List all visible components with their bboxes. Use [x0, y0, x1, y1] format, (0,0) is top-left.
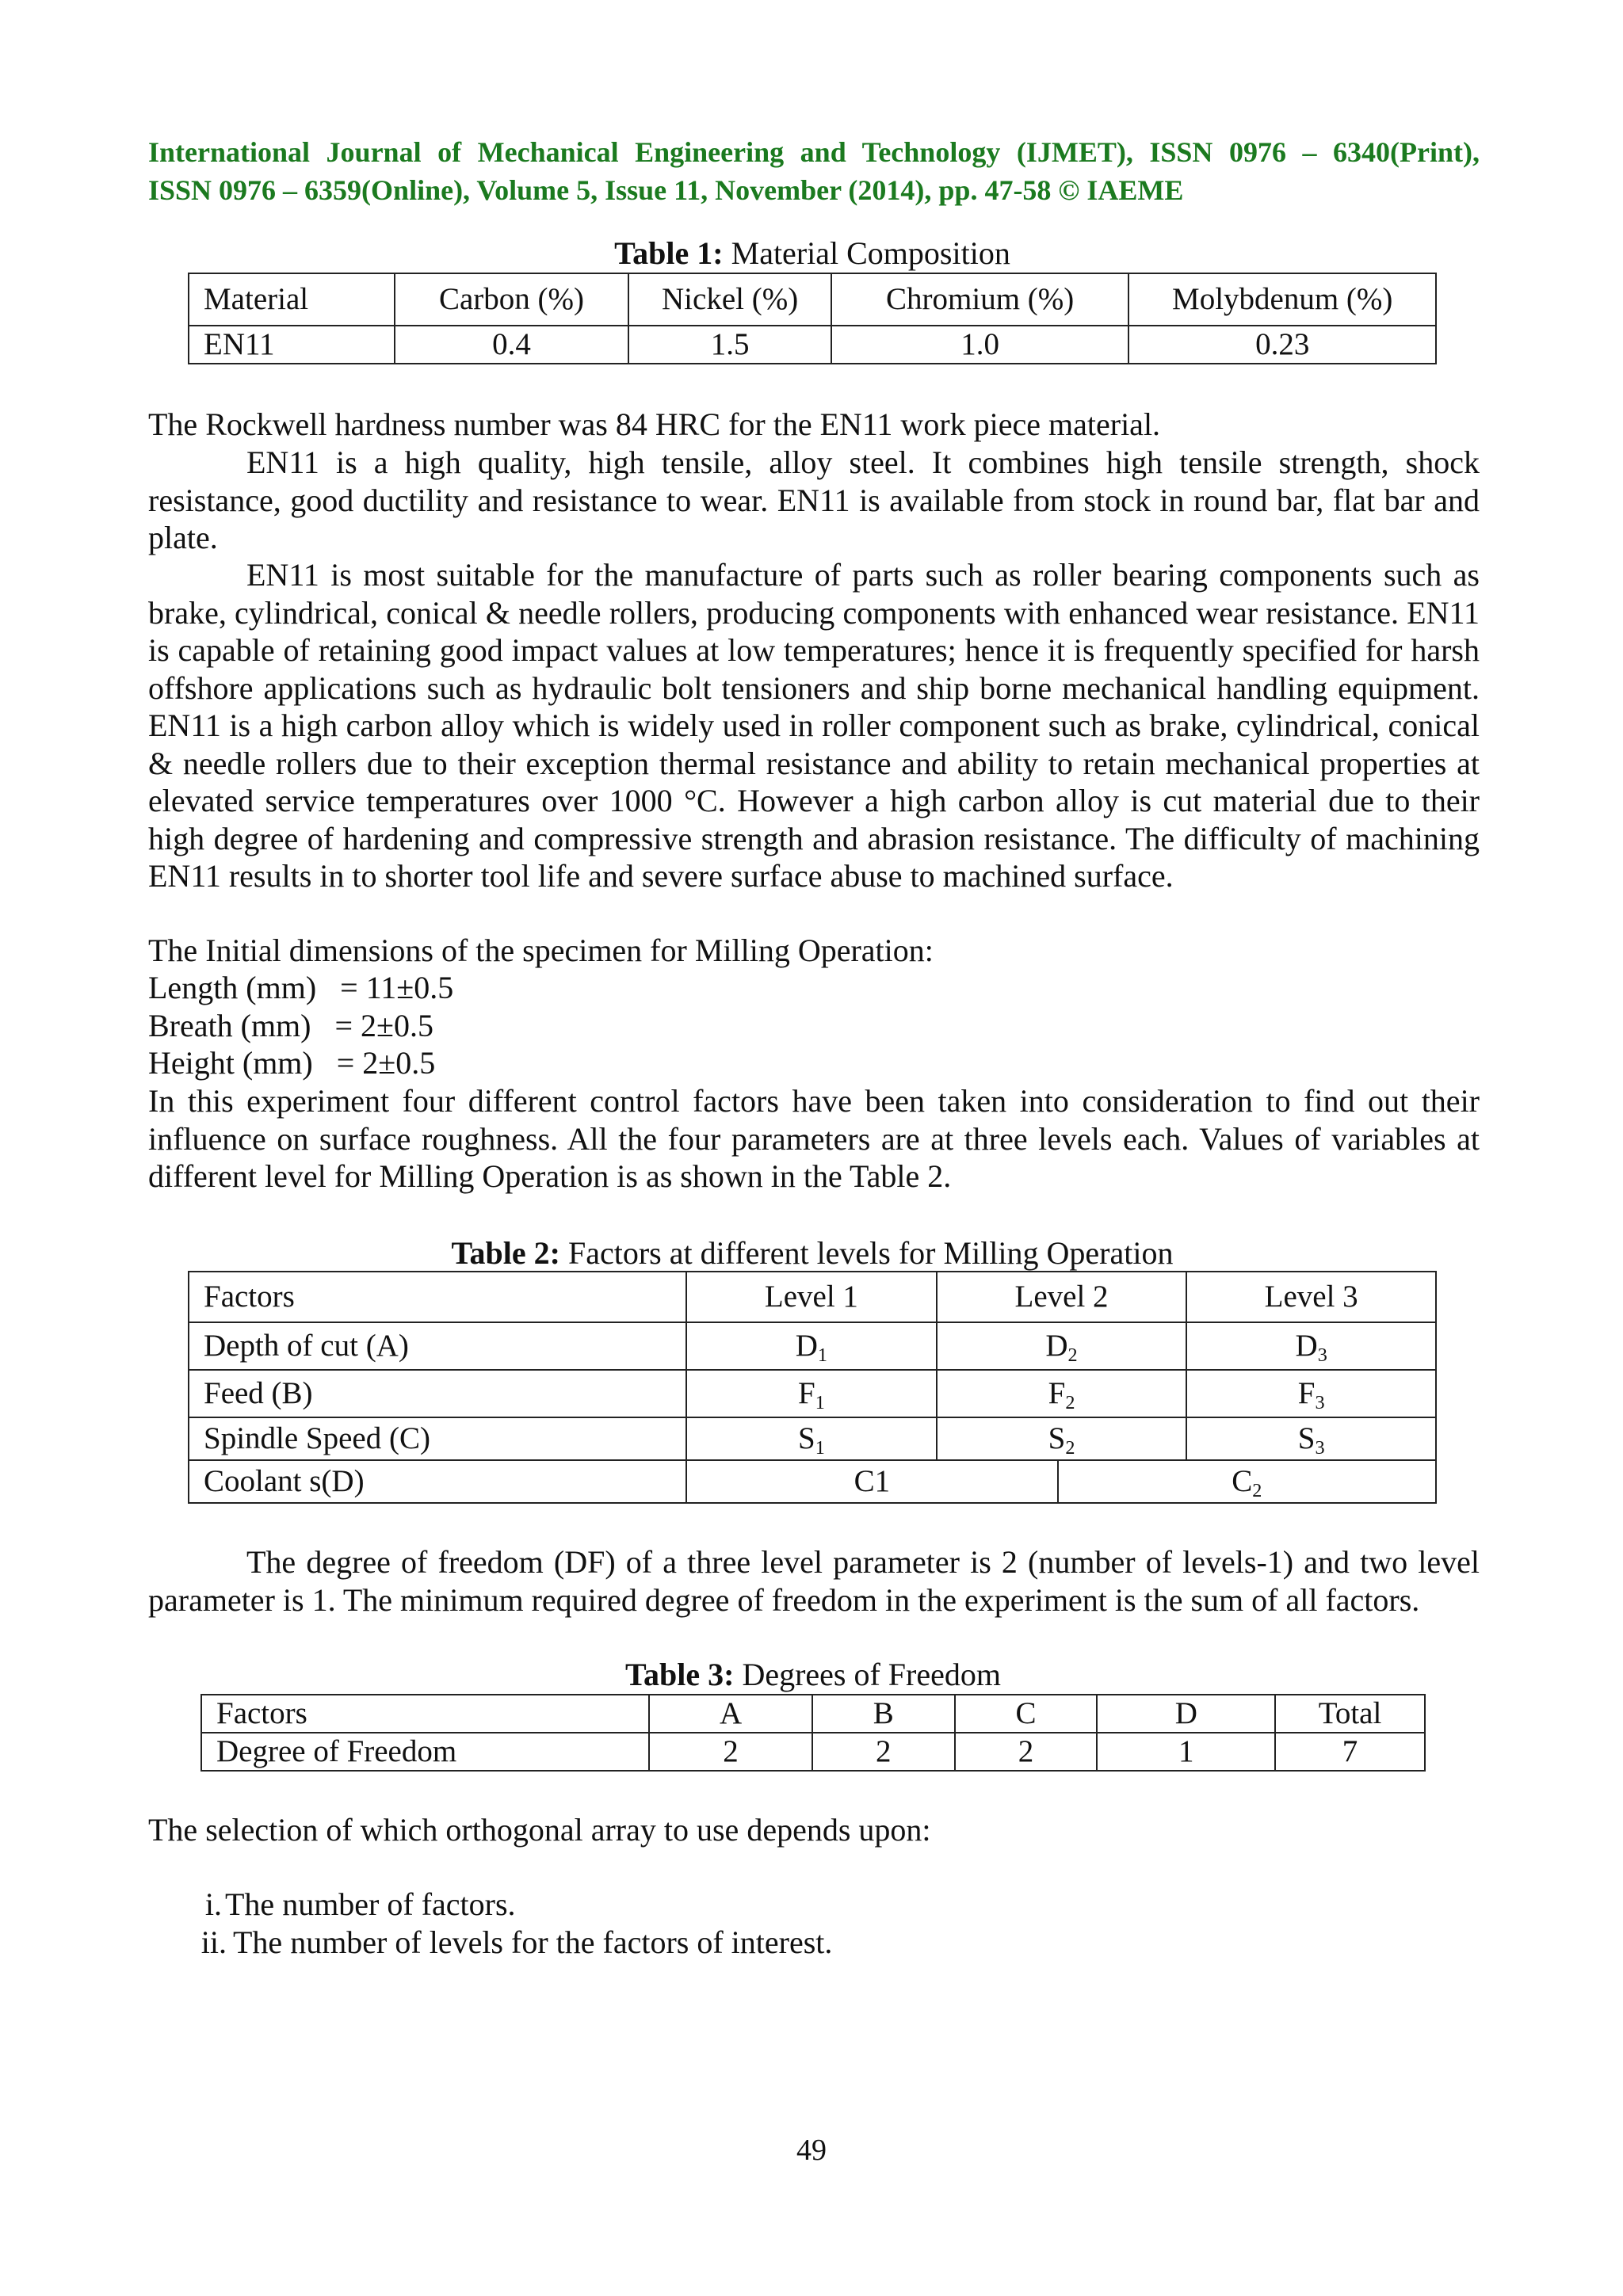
- table2-row-feed: [189, 1370, 1436, 1417]
- table2-factor-cell: Depth of cut (A): [189, 1322, 686, 1370]
- level-subscript: 1: [815, 1391, 825, 1413]
- table3-cell: 2: [955, 1733, 1098, 1771]
- dimension-breath: Breath (mm) = 2±0.5: [148, 1008, 433, 1043]
- dimension-length: Length (mm) = 11±0.5: [148, 970, 454, 1005]
- table2: [188, 1271, 1437, 1461]
- table2-header-cell: Level 2: [937, 1272, 1187, 1322]
- paragraph-experiment: In this experiment four different control factors have been taken into consideration to find out their influence on surface roughness. All the four parameters are at three levels each. Values of variables at different level for Milling Operation is as shown in the Table 2.: [148, 1083, 1480, 1194]
- list-item-2: The number of levels for the factors of interest.: [233, 1924, 833, 1960]
- table2-level-cell: [1186, 1417, 1436, 1460]
- table2-level-cell: [1186, 1322, 1436, 1370]
- table1-header-cell: Chromium (%): [831, 273, 1128, 326]
- table3-data-row: [201, 1733, 1425, 1771]
- level-subscript: 2: [1065, 1436, 1075, 1459]
- table2-title: Factors at different levels for Milling Operation: [567, 1235, 1174, 1271]
- paragraph-orthogonal-array: The selection of which orthogonal array to use depends upon:: [148, 1812, 931, 1848]
- level-subscript: 1: [817, 1344, 828, 1366]
- level-subscript: 3: [1317, 1344, 1327, 1366]
- table1-header-cell: Material: [189, 273, 395, 326]
- level-symbol: D: [1045, 1329, 1068, 1363]
- table2-coolant-level-2: [1058, 1460, 1436, 1503]
- table3-cell: 7: [1275, 1733, 1425, 1771]
- table2-header-cell: Level 3: [1186, 1272, 1436, 1322]
- table1-cell: 0.4: [395, 326, 629, 364]
- table2-level-cell: [937, 1370, 1187, 1417]
- table3-header-cell: Total: [1275, 1695, 1425, 1733]
- table2-level-cell: [937, 1417, 1187, 1460]
- header-line-1: International Journal of Mechanical Engineering and Technology (IJMET), ISSN 0976 – 6340(Print),: [148, 136, 1480, 168]
- header-line-2: ISSN 0976 – 6359(Online), Volume 5, Issue 11, November (2014), pp. 47-58 © IAEME: [148, 174, 1184, 206]
- paragraph-hardness: The Rockwell hardness number was 84 HRC for the EN11 work piece material.: [148, 406, 1161, 442]
- table3-caption: [200, 1657, 1426, 1692]
- table3-cell: 2: [812, 1733, 955, 1771]
- table2-level-cell: [937, 1322, 1187, 1370]
- level-subscript: 1: [815, 1436, 825, 1459]
- dimension-height: Height (mm) = 2±0.5: [148, 1045, 436, 1081]
- journal-header: [148, 133, 1480, 209]
- table3-header-cell: D: [1097, 1695, 1275, 1733]
- table2-level-cell: [686, 1370, 937, 1417]
- table1-data-row: [189, 326, 1436, 364]
- table1-caption: [188, 236, 1437, 271]
- table1-cell: 0.23: [1128, 326, 1436, 364]
- table1-header-cell: Molybdenum (%): [1128, 273, 1436, 326]
- table2-row-coolant: [189, 1460, 1436, 1503]
- table2-header-row: [189, 1272, 1436, 1322]
- table1-label: Table 1:: [614, 235, 724, 271]
- level-symbol: F: [1297, 1376, 1316, 1410]
- table2-coolant-level-1: C1: [686, 1460, 1057, 1503]
- paragraph-en11-applications: EN11 is most suitable for the manufacture of parts such as roller bearing components such as brake, cylindrical, conical & needle rollers, producing components with enhanced wear resistance. EN11 is capable of retaining good impact values at low temperatures; hence it is frequently specified for harsh offshore applications such as hydraulic bolt tensioners and ship borne mechanical handling equipment. EN11 is a high carbon alloy which is widely used in roller component such as brake, cylindrical, conical & needle rollers due to their exception thermal resistance and ability to retain mechanical properties at elevated service temperatures over 1000 °C. However a high carbon alloy is cut material due to their high degree of hardening and compressive strength and abrasion resistance. The difficulty of machining EN11 results in to shorter tool life and severe surface abuse to machined surface.: [148, 557, 1480, 894]
- level-symbol: S: [1297, 1421, 1316, 1455]
- table3: [200, 1694, 1426, 1772]
- table3-header-cell: B: [812, 1695, 955, 1733]
- page-number: 49: [796, 2134, 827, 2167]
- table3-cell: Degree of Freedom: [201, 1733, 649, 1771]
- table2-label: Table 2:: [451, 1235, 560, 1271]
- table1-cell: 1.0: [831, 326, 1128, 364]
- level-subscript: 2: [1065, 1391, 1075, 1413]
- list-number-1: i.: [204, 1886, 222, 1922]
- table1-header-row: [189, 273, 1436, 326]
- table3-header-cell: C: [955, 1695, 1098, 1733]
- list-item-1: The number of factors.: [225, 1886, 516, 1922]
- table3-label: Table 3:: [625, 1657, 735, 1692]
- level-symbol: D: [795, 1329, 818, 1363]
- table3-cell: 1: [1097, 1733, 1275, 1771]
- paragraph-en11-intro: EN11 is a high quality, high tensile, alloy steel. It combines high tensile strength, shock resistance, good ductility and resistance to wear. EN11 is available from stock in round bar, flat bar and plate.: [148, 444, 1480, 555]
- table2-row-spindle: [189, 1417, 1436, 1460]
- table2-level-cell: [686, 1322, 937, 1370]
- table3-cell: 2: [649, 1733, 812, 1771]
- table2-header-cell: Factors: [189, 1272, 686, 1322]
- table2-level-cell: [686, 1417, 937, 1460]
- level-subscript: 3: [1315, 1391, 1325, 1413]
- level-symbol: S: [797, 1421, 815, 1455]
- table1-title: Material Composition: [731, 235, 1010, 271]
- level-subscript: 3: [1315, 1436, 1325, 1459]
- list-number-2: ii.: [200, 1924, 227, 1960]
- table2-caption: [188, 1236, 1437, 1271]
- table3-header-cell: A: [649, 1695, 812, 1733]
- level-symbol: D: [1295, 1329, 1318, 1363]
- level-subscript: 2: [1252, 1479, 1262, 1501]
- table1-header-cell: Nickel (%): [628, 273, 831, 326]
- level-symbol: F: [797, 1376, 815, 1410]
- table3-header-row: [201, 1695, 1425, 1733]
- table1: [188, 273, 1437, 364]
- table2-factor-cell: Coolant s(D): [189, 1460, 686, 1503]
- table2-row-depth: [189, 1322, 1436, 1370]
- table3-header-cell: Factors: [201, 1695, 649, 1733]
- paragraph-dimensions-intro: The Initial dimensions of the specimen for Milling Operation:: [148, 933, 934, 968]
- level-subscript: 2: [1067, 1344, 1078, 1366]
- table2-factor-cell: Spindle Speed (C): [189, 1417, 686, 1460]
- table2-header-cell: Level 1: [686, 1272, 937, 1322]
- paragraph-degree-of-freedom: The degree of freedom (DF) of a three level parameter is 2 (number of levels-1) and two level parameter is 1. The minimum required degree of freedom in the experiment is the sum of all factors.: [148, 1544, 1480, 1618]
- level-symbol: S: [1048, 1421, 1066, 1455]
- table3-title: Degrees of Freedom: [742, 1657, 1001, 1692]
- table2-factor-cell: Feed (B): [189, 1370, 686, 1417]
- level-symbol: F: [1048, 1376, 1066, 1410]
- table2-level-cell: [1186, 1370, 1436, 1417]
- table1-cell: EN11: [189, 326, 395, 364]
- table1-header-cell: Carbon (%): [395, 273, 629, 326]
- level-symbol: C: [1232, 1464, 1253, 1498]
- table2-coolant: [188, 1459, 1437, 1504]
- table1-cell: 1.5: [628, 326, 831, 364]
